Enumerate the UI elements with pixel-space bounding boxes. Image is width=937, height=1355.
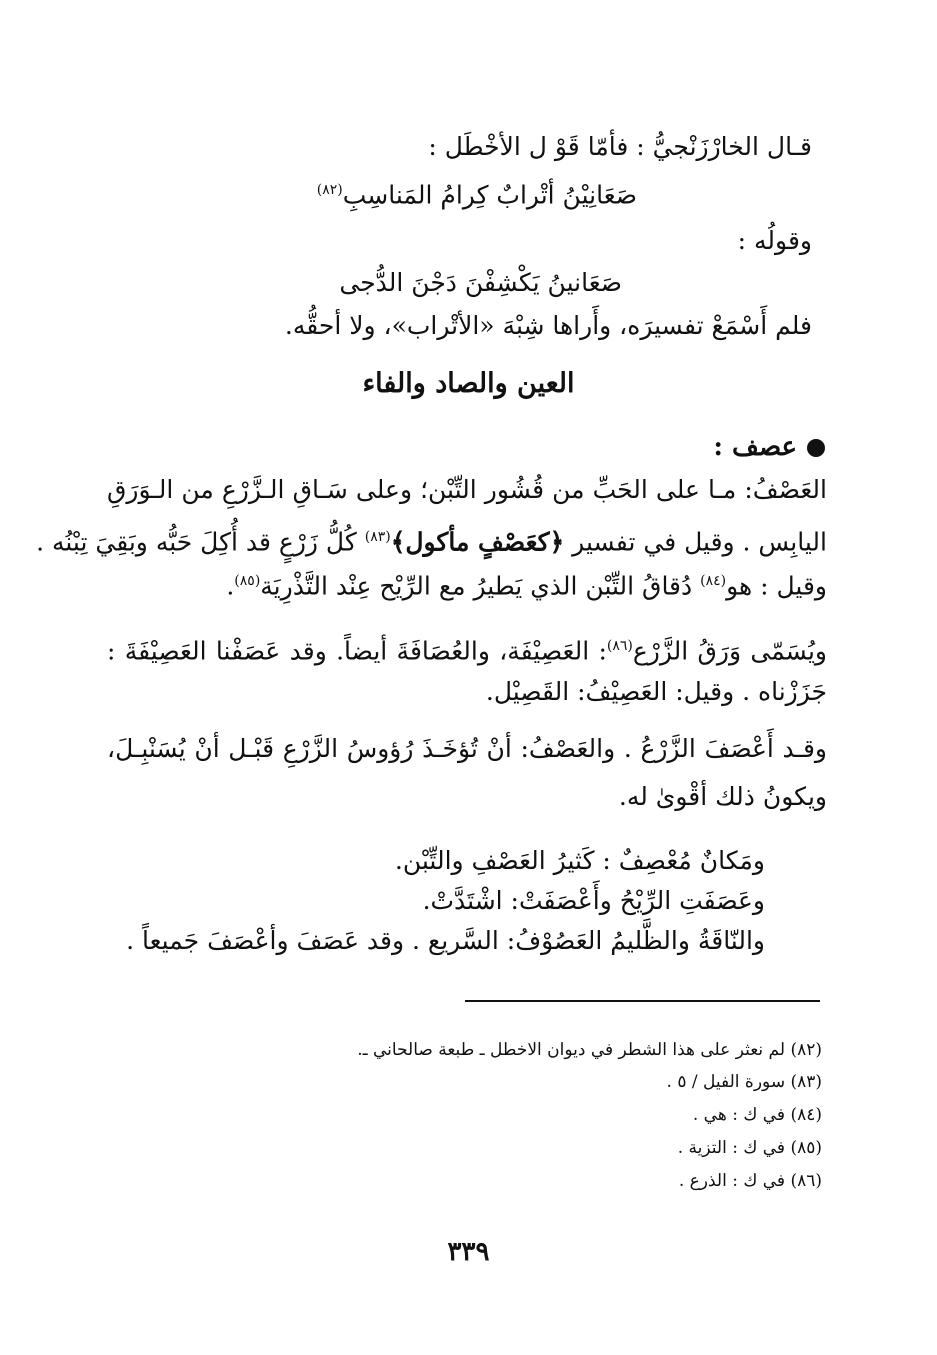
entry-line: جَزَزْناه . وقيل: العَصِيْفُ: القَصِيْل.: [485, 677, 827, 706]
text-segment: وقيل : هو: [726, 571, 827, 601]
entry-line: والنّاقَةُ والظَّليمُ العَصُوْفُ: السَّريع . وقد عَصَفَ وأعْصَفَ جَميعاً .: [126, 926, 765, 955]
text-segment: : العَصِيْفَة، والعُصَافَةَ أيضاً. وقد عَصَفْنا العَصِيْفَةَ :: [107, 636, 607, 666]
footnote: (٨٦) في ك : الذرع .: [678, 1171, 822, 1191]
text-segment: ويُسَمّى وَرَقُ الزَّرْع: [632, 636, 827, 666]
entry-line: [107, 627, 827, 670]
headword-text: عصف :: [713, 432, 797, 462]
footnote: (٨٢) لم نعثر على هذا الشطر في ديوان الاخطل ـ طبعة صالحاني ـ.: [357, 1040, 822, 1060]
bullet-icon: [807, 439, 825, 457]
quran-quote: ﴿كعَصْفٍ مأكول﴾: [390, 527, 565, 557]
verse-text: صَعَانِيْنُ أتْرابٌ كِرامُ المَناسِبِ: [342, 180, 637, 210]
entry-line: [36, 518, 827, 561]
footnote: (٨٤) في ك : هي .: [692, 1105, 822, 1125]
footnote-ref: (٨٤): [700, 573, 727, 589]
text-segment: دُقاقُ التِّبْن الذي يَطيرُ مع الرِّيْح عِنْد التَّذْرِيَة: [260, 571, 701, 601]
entry-line: وعَصَفَتِ الرِّيْحُ وأَعْصَفَتْ: اشْتَدَّتْ.: [422, 886, 765, 915]
intro-line: قـال الخارْزَنْجيُّ : فأمّا قَوْ ل الأخْطَل :: [428, 132, 812, 161]
text-segment: اليابِس . وقيل في تفسير: [564, 527, 827, 557]
footnote-ref: (٨٣): [364, 529, 391, 545]
footnote-ref: (٨٦): [606, 638, 633, 654]
footnote-ref: (٨٢): [316, 182, 343, 198]
entry-line: وقـد أَعْصَفَ الزَّرْعُ . والعَصْفُ: أنْ تُؤخَـذَ رُؤوسُ الزَّرْعِ قَبْـل أنْ يُسَنْبِـلَ،: [107, 734, 827, 763]
text-segment: كُلُّ زَرْعٍ قد أُكِلَ حَبُّه وبَقِيَ تِبْنُه .: [36, 527, 365, 557]
entry-headword: [713, 428, 825, 466]
footnote: (٨٥) في ك : التزية .: [677, 1138, 822, 1158]
verse-line: [317, 171, 637, 214]
page-number: ٣٣٩: [447, 1237, 490, 1267]
section-heading: العين والصاد والفاء: [362, 368, 575, 399]
entry-line: [226, 562, 827, 605]
entry-line: ومَكانٌ مُعْصِفٌ : كَثيرُ العَصْفِ والتِّبْن.: [394, 846, 765, 875]
intro-line: وقولُه :: [737, 226, 812, 255]
entry-line: ويكونُ ذلك أقْوىٰ له.: [618, 782, 827, 811]
footnote-ref: (٨٥): [234, 573, 261, 589]
footnote: (٨٣) سورة الفيل / ٥ .: [666, 1072, 822, 1092]
intro-line: فلم أَسْمَعْ تفسيرَه، وأَراها شِبْهَ «الأتْراب»، ولا أحقُّه.: [284, 311, 812, 340]
footnote-divider: [465, 1000, 820, 1002]
entry-line: العَصْفُ: مـا على الحَبِّ من قُشُور التِّبْن؛ وعلى سَـاقِ الـزَّرْعِ من الـوَرَقِ: [107, 475, 827, 504]
verse-line: صَعَانينُ يَكْشِفْنَ دَجْنَ الدُّجى: [339, 268, 622, 297]
text-segment: .: [226, 571, 235, 601]
